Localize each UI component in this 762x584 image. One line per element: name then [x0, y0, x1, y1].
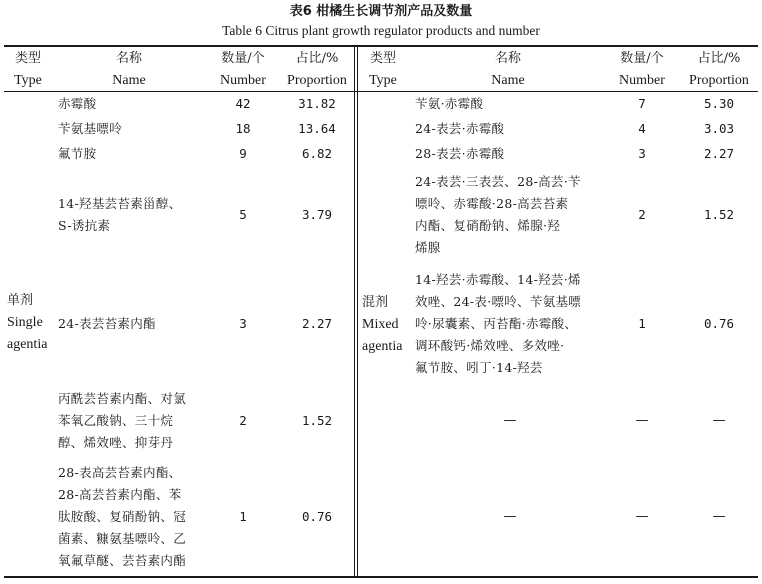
product-name-line: 烯腺 — [415, 240, 441, 255]
group-mixed-en-2: agentia — [362, 339, 403, 354]
product-name — [415, 171, 605, 259]
product-name-line: 24-表芸·三表芸、28-高芸·苄 — [415, 174, 581, 189]
product-proportion: 2.27 — [301, 316, 333, 331]
product-name-line: 28-表高芸苔素内酯、 — [58, 465, 182, 480]
product-name-line: 氟节胺、吲丁·14-羟芸 — [415, 360, 543, 375]
product-proportion: — — [712, 509, 726, 524]
group-label-mixed — [362, 292, 410, 358]
product-proportion: — — [712, 413, 726, 428]
product-proportion: 1.52 — [301, 413, 333, 428]
product-count: 18 — [235, 121, 251, 136]
header-proportion-zh-left: 占比/% — [295, 51, 339, 66]
group-label-single — [7, 290, 55, 356]
product-name — [415, 143, 605, 165]
group-single-en-2: agentia — [7, 337, 48, 352]
header-type-en-left: Type — [14, 73, 42, 88]
product-name — [58, 193, 208, 237]
product-proportion: 6.82 — [301, 146, 333, 161]
product-name-line: 嘌呤、赤霉酸·28-高芸苔素 — [415, 196, 569, 211]
product-count: 1 — [638, 316, 646, 331]
product-name-line: 28-表芸·赤霉酸 — [415, 146, 505, 161]
group-single-zh: 单剂 — [7, 293, 34, 308]
product-count: 7 — [638, 96, 646, 111]
product-count: — — [635, 413, 649, 428]
header-number-en-left: Number — [220, 73, 266, 88]
product-proportion: 31.82 — [298, 96, 336, 111]
product-name-line: 氟节胺 — [58, 146, 97, 161]
header-name-en-right: Name — [491, 73, 525, 88]
bottom-rule — [4, 576, 758, 578]
product-name — [58, 93, 208, 115]
product-proportion: 3.03 — [703, 121, 735, 136]
product-name-line: 苯氧乙酸钠、三十烷 — [58, 413, 174, 428]
product-name-empty: — — [503, 509, 517, 524]
header-name-en-left: Name — [112, 73, 146, 88]
product-name-line: 氧氟草醚、芸苔素内酯 — [58, 553, 187, 568]
header-proportion-en-right: Proportion — [689, 73, 749, 88]
header-name-zh-left: 名称 — [115, 51, 142, 66]
product-name-line: 14-羟基芸苔素甾醇、 — [58, 196, 182, 211]
table-caption-zh: 表6 柑橘生长调节剂产品及数量 — [289, 4, 473, 19]
product-name — [415, 118, 605, 140]
product-name — [58, 143, 208, 165]
group-single-en-1: Single — [7, 315, 43, 330]
product-name — [58, 388, 208, 454]
product-count: 2 — [638, 207, 646, 222]
product-count: 42 — [235, 96, 251, 111]
product-count: 3 — [638, 146, 646, 161]
product-proportion: 0.76 — [301, 509, 333, 524]
product-name-line: 醇、烯效唑、抑芽丹 — [58, 435, 174, 450]
product-proportion: 2.27 — [703, 146, 735, 161]
product-name-line: 苄氨基嘌呤 — [58, 121, 123, 136]
product-name-empty: — — [503, 413, 517, 428]
header-number-en-right: Number — [619, 73, 665, 88]
header-type-zh-left: 类型 — [14, 51, 41, 66]
product-name-line: 呤·尿囊素、丙苔酯·赤霉酸、 — [415, 316, 578, 331]
product-count: 5 — [239, 207, 247, 222]
product-name-line: 肽胺酸、复硝酚钠、冠 — [58, 509, 187, 524]
product-count: — — [635, 509, 649, 524]
product-count: 3 — [239, 316, 247, 331]
header-proportion-en-left: Proportion — [287, 73, 347, 88]
header-proportion-zh-right: 占比/% — [697, 51, 741, 66]
group-mixed-en-1: Mixed — [362, 317, 399, 332]
product-name-line: 调环酸钙·烯效唑、多效唑· — [415, 338, 565, 353]
table-caption-en: Table 6 Citrus plant growth regulator products and number — [222, 23, 540, 38]
product-count: 2 — [239, 413, 247, 428]
product-proportion: 13.64 — [298, 121, 336, 136]
product-count: 4 — [638, 121, 646, 136]
product-proportion: 3.79 — [301, 207, 333, 222]
product-proportion: 5.30 — [703, 96, 735, 111]
product-count: 1 — [239, 509, 247, 524]
header-type-en-right: Type — [369, 73, 397, 88]
product-proportion: 1.52 — [703, 207, 735, 222]
top-rule — [4, 45, 758, 47]
product-name-line: 丙酰芸苔素内酯、对氯 — [58, 391, 187, 406]
header-name-zh-right: 名称 — [494, 51, 521, 66]
product-name — [415, 269, 605, 379]
group-mixed-zh: 混剂 — [362, 295, 389, 310]
product-name-line: 苄氨·赤霉酸 — [415, 96, 484, 111]
product-proportion: 0.76 — [703, 316, 735, 331]
product-name-line: 效唑、24-表·嘌呤、苄氨基嘌 — [415, 294, 582, 309]
header-type-zh-right: 类型 — [369, 51, 396, 66]
header-number-zh-right: 数量/个 — [620, 51, 664, 66]
product-count: 9 — [239, 146, 247, 161]
product-name-line: 赤霉酸 — [58, 96, 97, 111]
product-name-line: 28-高芸苔素内酯、苯 — [58, 487, 182, 502]
header-number-zh-left: 数量/个 — [221, 51, 265, 66]
center-divider-right — [357, 45, 358, 577]
product-name-line: 14-羟芸·赤霉酸、14-羟芸·烯 — [415, 272, 581, 287]
product-name — [58, 118, 208, 140]
center-divider-left — [354, 45, 355, 577]
product-name-line: 24-表芸苔素内酯 — [58, 316, 156, 331]
product-name — [58, 313, 208, 335]
product-name-line: 24-表芸·赤霉酸 — [415, 121, 505, 136]
product-name-line: 内酯、复硝酚钠、烯腺·羟 — [415, 218, 561, 233]
product-name — [58, 462, 208, 572]
product-name-line: S-诱抗素 — [58, 218, 111, 233]
product-name-line: 菌素、糠氨基嘌呤、乙 — [58, 531, 187, 546]
product-name — [415, 93, 605, 115]
